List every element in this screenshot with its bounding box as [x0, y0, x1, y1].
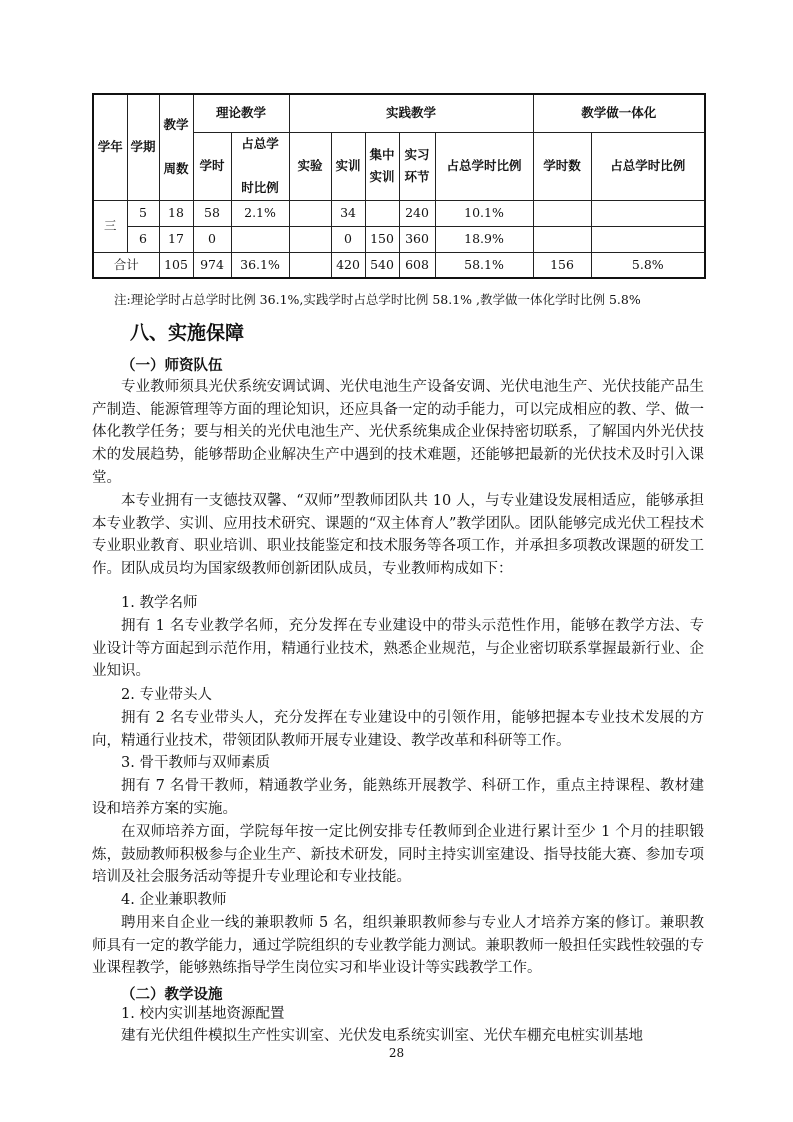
paragraph: 拥有 1 名专业教学名师，充分发挥在专业建设中的带头示范性作用，能够在教学方法、专业设计等方面起到示范作用，精通行业技术，熟悉企业规范，与企业密切联系掌握最新行业、企业知识。 [92, 618, 704, 680]
paragraph: 拥有 7 名骨干教师，精通教学业务，能熟练开展教学、科研工作，重点主持课程、教材建设和培养方案的实施。 [92, 778, 704, 817]
item-heading: 3. 骨干教师与双师素质 [121, 755, 270, 771]
item-heading: 1. 教学名师 [121, 595, 198, 611]
table-row: 三 5 18 58 2.1% 34 240 10.1% [93, 200, 705, 226]
col-theory: 理论教学 [193, 94, 289, 132]
item-heading: 2. 专业带头人 [121, 687, 212, 703]
col-year: 学年 [93, 94, 127, 200]
item-heading: 4. 企业兼职教师 [121, 892, 227, 908]
paragraph: 本专业拥有一支德技双馨、“双师”型教师团队共 10 人，与专业建设发展相适应，能够承担本专业教学、实训、应用技术研究、课题的“双主体育人”教学团队。团队能够完成光伏工程技术专业职业教育、职业培训、职业技能鉴定和技术服务等各项工作，并承担多项教改课题的研发工作。团队成员均为国家级教师创新团队成员，专业教师构成如下： [92, 493, 704, 578]
paragraph: 在双师培养方面，学院每年按一定比例安排专任教师到企业进行累计至少 1 个月的挂职锻炼，鼓励教师积极参与企业生产、新技术研发，同时主持实训室建设、指导技能大赛、参加专项培训及社会服务活动等提升专业理论和专业技能。 [92, 824, 704, 886]
table-note: 注:理论学时占总学时比例 36.1%,实践学时占总学时比例 58.1% ,教学做一体化学时比例 5.8% [114, 292, 641, 307]
col-practice: 实践教学 [289, 94, 533, 132]
subsection-facilities: （二）教学设施 [121, 987, 223, 1003]
col-theory-ratio: 占总学 时比例 [231, 132, 289, 200]
paragraph: 聘用来自企业一线的兼职教师 5 名，组织兼职教师参与专业人才培养方案的修订。兼职教师具有一定的教学能力，通过学院组织的专业教学能力测试。兼职教师一般担任实践性较强的专业课程教学，能够熟练指导学生岗位实习和毕业设计等实践教学工作。 [92, 915, 704, 977]
teaching-hours-table [92, 93, 706, 279]
paragraph: 专业教师须具光伏系统安调试调、光伏电池生产设备安调、光伏电池生产、光伏技能产品生产制造、能源管理等方面的理论知识，还应具备一定的动手能力，可以完成相应的教、学、做一体化教学任务；要与相关的光伏电池生产、光伏系统集成企业保持密切联系，了解国内外光伏技术的发展趋势，能够帮助企业解决生产中遇到的技术难题，还能够把最新的光伏技术及时引入课堂。 [92, 379, 704, 486]
col-experiment: 实验 [289, 132, 331, 200]
col-weeks: 教学 周数 [159, 94, 193, 200]
col-integrated-hours: 学时数 [533, 132, 591, 200]
col-internship: 实习 环节 [399, 132, 435, 200]
table-total-row: 合计 105 974 36.1% 420 540 608 58.1% 156 5.8% [93, 252, 705, 278]
col-focus-training: 集中 实训 [365, 132, 399, 200]
item-heading: 1. 校内实训基地资源配置 [121, 1006, 285, 1022]
col-integrated-ratio: 占总学时比例 [591, 132, 705, 200]
col-training: 实训 [331, 132, 365, 200]
col-practice-ratio: 占总学时比例 [435, 132, 533, 200]
table-row: 6 17 0 0 150 360 18.9% [93, 226, 705, 252]
paragraph: 建有光伏组件模拟生产性实训室、光伏发电系统实训室、光伏车棚充电桩实训基地 [121, 1028, 643, 1044]
col-integrated: 教学做一体化 [533, 94, 705, 132]
section-title: 八、实施保障 [130, 322, 245, 344]
page-number: 28 [388, 1046, 405, 1060]
col-term: 学期 [127, 94, 159, 200]
col-theory-hours: 学时 [193, 132, 231, 200]
subsection-teachers: （一）师资队伍 [121, 358, 223, 374]
paragraph: 拥有 2 名专业带头人，充分发挥在专业建设中的引领作用，能够把握本专业技术发展的方向，精通行业技术，带领团队教师开展专业建设、教学改革和科研等工作。 [92, 710, 704, 749]
year-cell: 三 [93, 200, 127, 252]
